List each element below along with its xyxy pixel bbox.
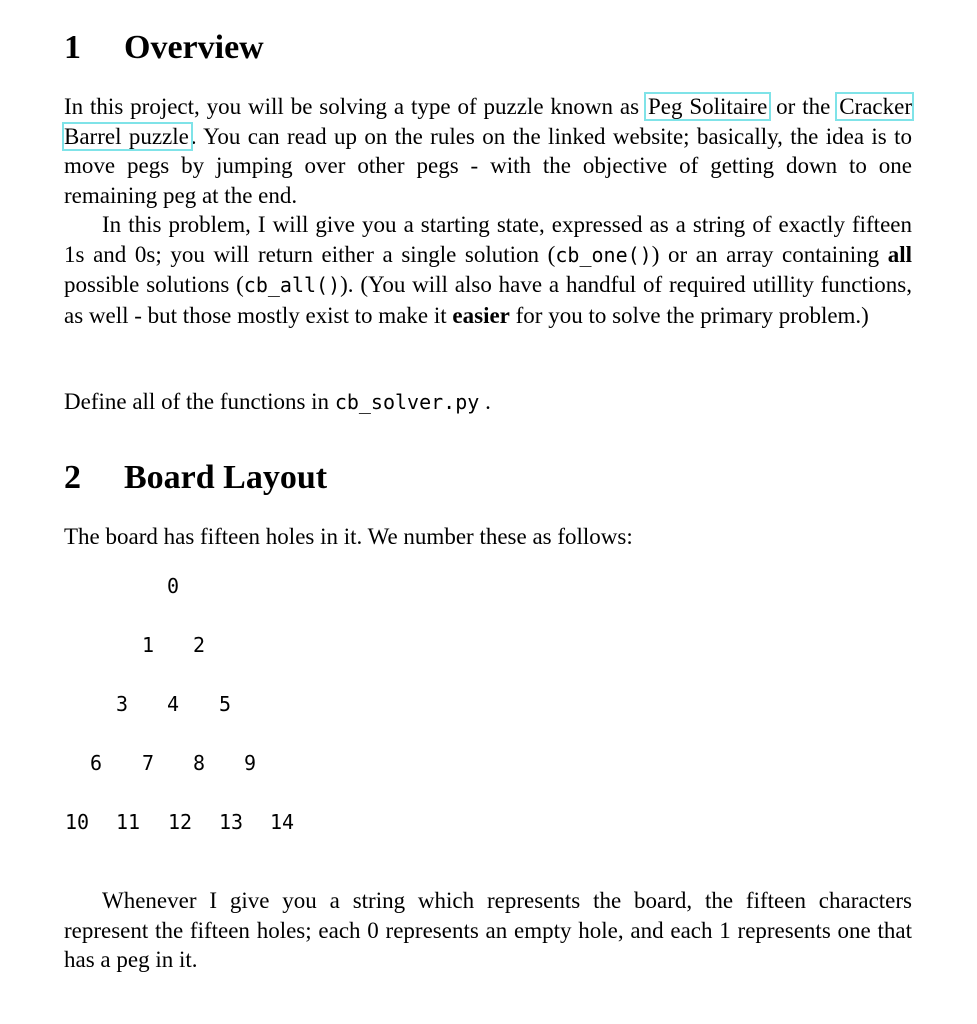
hole-number: 7 (142, 751, 155, 775)
code-cb-all: cb_all() (243, 273, 341, 297)
text-run: . You can read up on the rules on the linked website; basically, the idea is to move pegs by jumping over other pegs - with the objective of getting down to one remaining peg at the end. (64, 123, 912, 208)
section-number: 1 (64, 29, 81, 66)
hole-number: 9 (244, 751, 257, 775)
section-title: Board Layout (124, 459, 328, 496)
section-number: 2 (64, 459, 81, 496)
bold-all: all (887, 241, 913, 267)
section-heading-overview (64, 28, 264, 68)
peg-solitaire-link[interactable]: Peg Solitaire (647, 94, 768, 119)
section-title: Overview (124, 29, 264, 66)
code-filename: cb_solver.py (334, 390, 480, 414)
hole-number: 6 (90, 751, 103, 775)
overview-paragraph-3 (64, 387, 912, 418)
hole-number: 11 (116, 810, 141, 834)
hole-number: 3 (116, 692, 129, 716)
text-run: In this problem, I will give you a starting state, expressed as a string of exactly fifteen 1s and 0s; you will return either a single solution ( (64, 212, 912, 267)
board-intro: The board has fifteen holes in it. We number these as follows: (64, 524, 633, 549)
board-outro: Whenever I give you a string which represents the board, the fifteen characters represent the fifteen holes; each 0 represents an empty hole, and each 1 represents one that has a peg in it. (64, 888, 912, 972)
hole-number: 10 (65, 810, 90, 834)
hole-number: 12 (168, 810, 193, 834)
text-run: In this project, you will be solving a type of puzzle known as (64, 94, 646, 119)
code-cb-one: cb_one() (555, 242, 652, 267)
text-run: ). (You will also have a handful of required utillity functions, as well - but those mostly exist to make it (64, 272, 912, 328)
hole-number: 8 (193, 751, 206, 775)
hole-number: 2 (193, 633, 206, 657)
overview-paragraph-2 (64, 210, 912, 330)
text-run: or the (769, 94, 838, 119)
text-run: possible solutions ( (64, 272, 244, 297)
hole-number: 5 (219, 692, 232, 716)
bold-easier: easier (452, 302, 510, 328)
section-heading-board-layout (64, 458, 327, 498)
text-run: for you to solve the primary problem.) (509, 302, 869, 328)
overview-paragraph-1 (64, 92, 912, 210)
hole-number: 4 (167, 692, 180, 716)
hole-number: 13 (219, 810, 244, 834)
hole-number: 0 (167, 574, 180, 598)
text-run: Define all of the functions in (64, 389, 335, 414)
hole-number: 1 (142, 633, 155, 657)
cracker-barrel-link[interactable]: Cracker Barrel puzzle (64, 94, 912, 149)
text-run: ) or an array containing (651, 241, 888, 267)
hole-number: 14 (270, 810, 295, 834)
text-run: . (479, 389, 491, 414)
